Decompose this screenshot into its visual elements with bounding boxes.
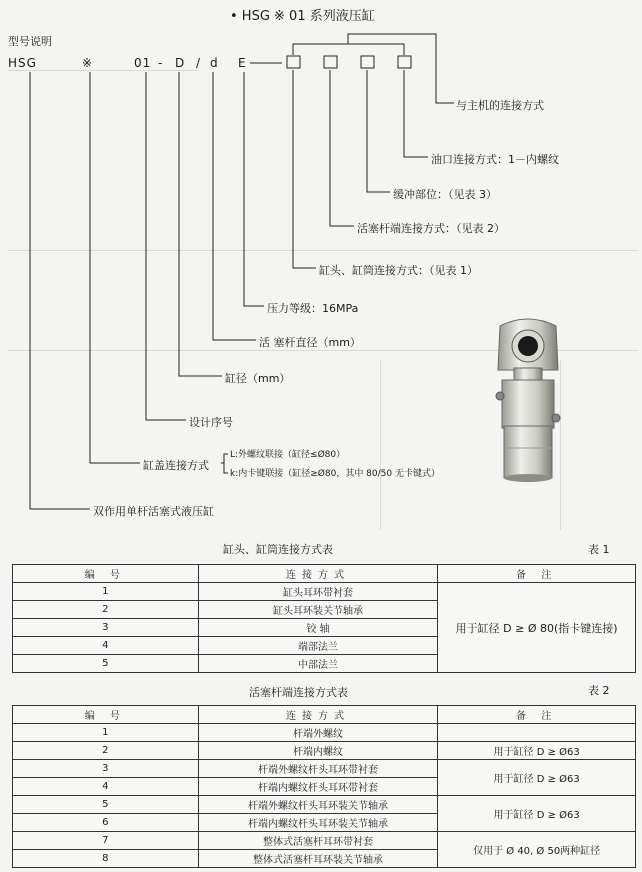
hydraulic-cylinder-image [488,318,568,483]
annotation-design-no: 设计序号 [189,416,233,429]
table-header-row [13,565,636,583]
col-header-no: 编 号 [13,565,199,583]
cell-method: 杆端内螺纹 [198,742,438,760]
code-box-1 [287,56,300,68]
cover-option-l: L:外螺纹联接（缸径≤Ø80） [230,450,346,460]
annotation-buffer: 缓冲部位：（见表 3） [393,188,497,201]
cell-method: 杆端外螺纹 [198,724,438,742]
cell-method: 杆端外螺纹杆头耳环装关节轴承 [198,796,438,814]
annotation-rod-diameter: 活 塞杆直径（mm） [259,336,361,349]
code-dash: - [158,56,164,70]
cell-method: 端部法兰 [198,637,438,655]
cell-no: 1 [13,724,199,742]
code-rod: d [210,56,219,70]
cell-note: 用于缸径 D ≥ Ø 80(指卡键连接) [438,583,636,673]
table-row [13,583,636,601]
cell-method: 杆端外螺纹杆头耳环带衬套 [198,760,438,778]
cell-no: 5 [13,796,199,814]
cover-option-k: k:内卡键联接（缸径≥Ø80，其中 80/50 无卡键式） [230,469,440,479]
model-label: 型号说明 [8,35,52,48]
code-mark: ※ [82,56,94,70]
table-row [13,742,636,760]
cell-note: 仅用于 Ø 40, Ø 50两种缸径 [438,832,636,868]
code-series: 01 [134,56,152,70]
cell-no: 1 [13,583,199,601]
col-header-note: 备 注 [438,565,636,583]
cell-method: 整体式活塞杆耳环装关节轴承 [198,850,438,868]
col-header-method: 连接方式 [198,565,438,583]
table1-label: 表 1 [588,543,610,556]
table-row [13,724,636,742]
code-bore: D [175,56,186,70]
cell-no: 8 [13,850,199,868]
table1 [12,564,636,673]
annotation-pressure: 压力等级：16MPa [267,302,359,315]
table-row [13,832,636,850]
table1-caption: 缸头、缸筒连接方式表 [223,543,333,556]
annotation-oil-port: 油口连接方式：1－内螺纹 [431,153,559,166]
cell-no: 7 [13,832,199,850]
col-header-method: 连接方式 [198,706,438,724]
cell-method: 铰 轴 [198,619,438,637]
annotation-head-tube: 缸头、缸筒连接方式：（见表 1） [319,264,478,277]
cell-note: 用于缸径 D ≥ Ø63 [438,796,636,832]
table2-label: 表 2 [588,684,610,697]
code-slash: / [196,56,202,70]
cell-no: 6 [13,814,199,832]
annotation-main-connection: 与主机的连接方式 [456,99,544,112]
table-row [13,760,636,778]
code-pressure: E [238,56,247,70]
annotation-type: 双作用单杆活塞式液压缸 [93,505,214,518]
code-box-3 [361,56,374,68]
cell-method: 杆端内螺纹杆头耳环装关节轴承 [198,814,438,832]
cell-note [438,724,636,742]
cell-method: 杆端内螺纹杆头耳环带衬套 [198,778,438,796]
table2 [12,705,636,868]
cell-method: 中部法兰 [198,655,438,673]
cell-no: 2 [13,601,199,619]
col-header-no: 编 号 [13,706,199,724]
page-title: • HSG ※ 01 系列液压缸 [230,9,375,24]
cell-no: 2 [13,742,199,760]
cell-no: 3 [13,760,199,778]
cell-note: 用于缸径 D ≥ Ø63 [438,742,636,760]
cell-method: 整体式活塞杆耳环带衬套 [198,832,438,850]
cell-method: 缸头耳环装关节轴承 [198,601,438,619]
code-box-2 [324,56,337,68]
code-prefix: HSG [8,56,37,70]
table-row [13,796,636,814]
annotation-cover-connection: 缸盖连接方式 [143,459,209,472]
code-box-4 [398,56,411,68]
annotation-rod-end: 活塞杆端连接方式：（见表 2） [357,222,505,235]
cell-no: 4 [13,637,199,655]
annotation-bore: 缸径（mm） [225,372,291,385]
cell-no: 4 [13,778,199,796]
table-header-row [13,706,636,724]
col-header-note: 备 注 [438,706,636,724]
cell-no: 3 [13,619,199,637]
cell-method: 缸头耳环带衬套 [198,583,438,601]
cell-note: 用于缸径 D ≥ Ø63 [438,760,636,796]
cell-no: 5 [13,655,199,673]
table2-caption: 活塞杆端连接方式表 [249,686,348,699]
